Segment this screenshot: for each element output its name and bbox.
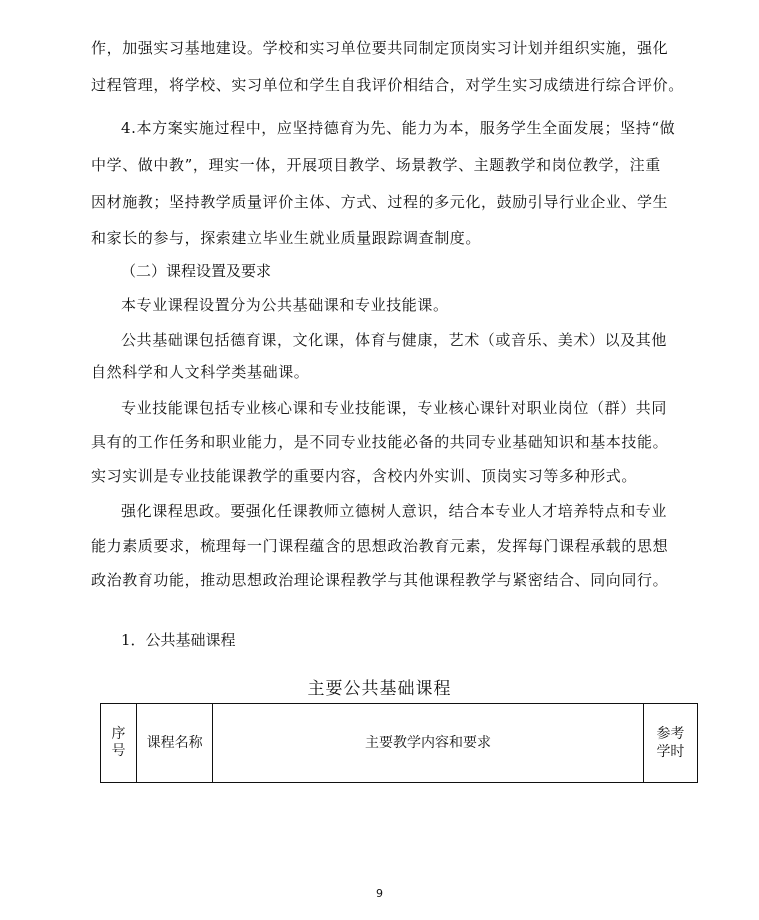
paragraph-line: 能力素质要求，梳理每一门课程蕴含的思想政治教育元素，发挥每门课程承载的思想 [91,537,669,555]
table-header-row [101,704,698,783]
header-cell-content [213,704,644,783]
paragraph-line: 作，加强实习基地建设。学校和实习单位要共同制定顶岗实习计划并组织实施，强化 [91,39,669,57]
paragraph-line: 具有的工作任务和职业能力，是不同专业技能必备的共同专业基础知识和基本技能。 [91,433,669,451]
paragraph-line: 专业技能课包括专业核心课和专业技能课，专业核心课针对职业岗位（群）共同 [121,399,668,417]
table-title: 主要公共基础课程 [307,679,452,699]
paragraph-line: 强化课程思政。要强化任课教师立德树人意识，结合本专业人才培养特点和专业 [121,502,668,520]
paragraph-line: 4.本方案实施过程中，应坚持德育为先、能力为本，服务学生全面发展；坚持“做 [121,119,676,137]
paragraph-line: 和家长的参与，探索建立毕业生就业质量跟踪调查制度。 [91,229,482,247]
header-seq-label: 序号 [111,726,126,759]
header-hours-label: 参考学时 [656,726,685,760]
paragraph-line: 公共基础课包括德育课，文化课，体育与健康，艺术（或音乐、美术）以及其他 [121,331,668,349]
paragraph-line: 本专业课程设置分为公共基础课和专业技能课。 [121,296,449,314]
paragraph-line: 政治教育功能，推动思想政治理论课程教学与其他课程教学与紧密结合、同向同行。 [91,571,669,589]
section-heading: （二）课程设置及要求 [121,262,272,280]
paragraph-line: 因材施教；坚持教学质量评价主体、方式、过程的多元化，鼓励引导行业企业、学生 [91,193,669,211]
header-cell-hours [643,704,697,783]
subsection-heading: 1．公共基础课程 [121,631,236,649]
header-cell-name [137,704,213,783]
header-name-label: 课程名称 [146,735,203,751]
header-cell-seq [101,704,137,783]
paragraph-line: 过程管理，将学校、实习单位和学生自我评价相结合，对学生实习成绩进行综合评价。 [91,76,684,94]
paragraph-line: 实习实训是专业技能课教学的重要内容，含校内外实训、顶岗实习等多种形式。 [91,467,638,485]
paragraph-line: 自然科学和人文科学类基础课。 [91,363,310,381]
header-content-label: 主要教学内容和要求 [365,735,492,751]
course-table [100,703,698,783]
page-number: 9 [376,887,383,900]
paragraph-line: 中学、做中教”，理实一体，开展项目教学、场景教学、主题教学和岗位教学，注重 [91,156,661,174]
